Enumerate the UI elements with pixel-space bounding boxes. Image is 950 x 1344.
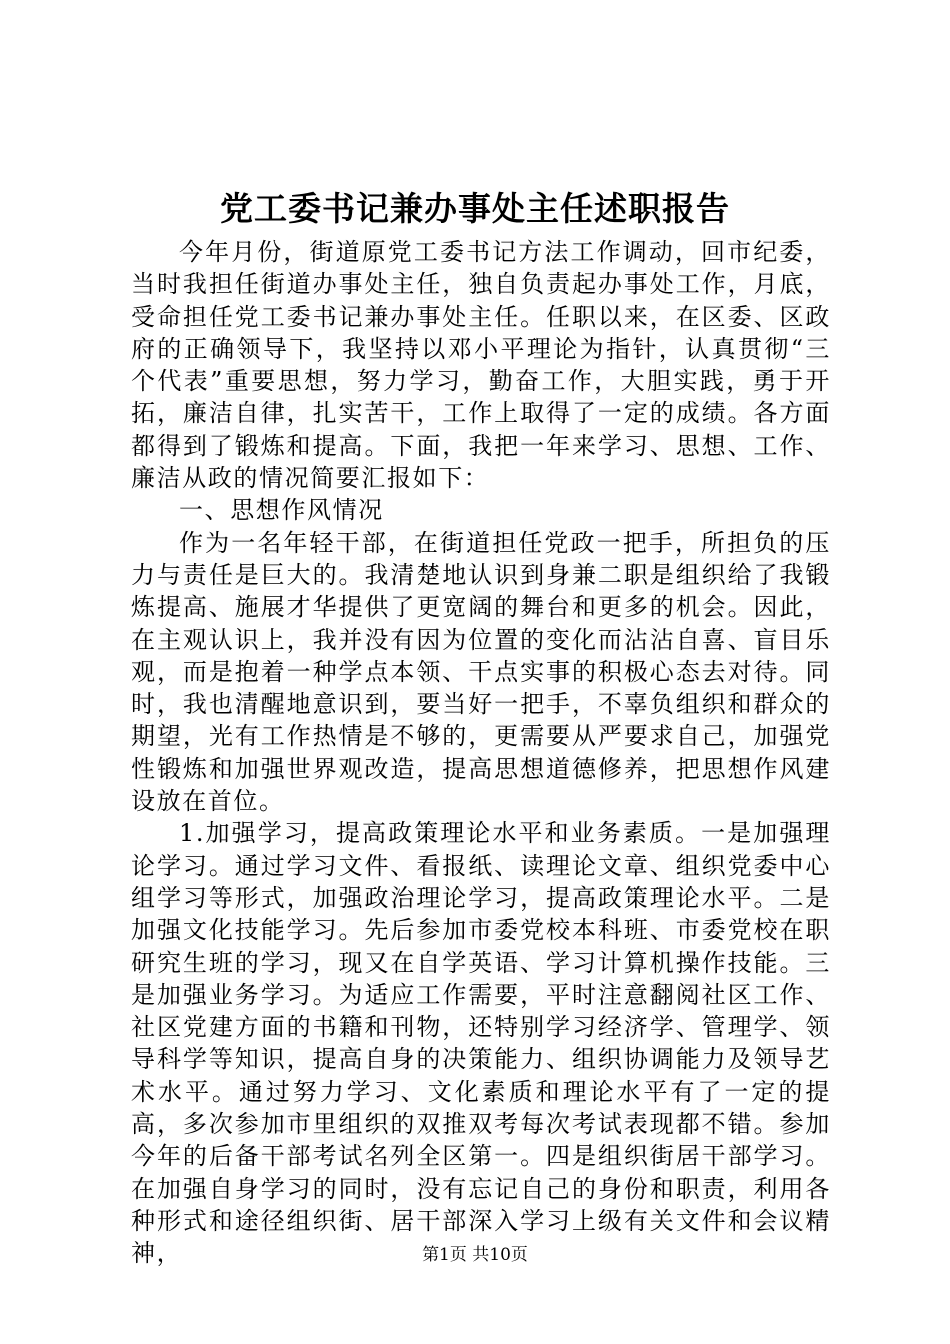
document-title: 党工委书记兼办事处主任述职报告 (220, 189, 730, 228)
intro-paragraph: 今年月份，街道原党工委书记方法工作调动，回市纪委，当时我担任街道办事处主任，独自负责起办事处工作，月底，受命担任党工委书记兼办事处主任。任职以来，在区委、区政府的正确领导下，我坚持以邓小平理论为指针，认真贯彻“三个代表”重要思想，努力学习，勤奋工作，大胆实践，勇于开拓，廉洁自律，扎实苦干，工作上取得了一定的成绩。各方面都得到了锻炼和提高。下面，我把一年来学习、思想、工作、廉洁从政的情况简要汇报如下： (131, 238, 831, 493)
body-paragraph: 作为一名年轻干部，在街道担任党政一把手，所担负的压力与责任是巨大的。我清楚地认识到身兼二职是组织给了我锻炼提高、施展才华提供了更宽阔的舞台和更多的机会。因此，在主观认识上，我并没有因为位置的变化而沾沾自喜、盲目乐观，而是抱着一种学点本领、干点实事的积极心态去对待。同时，我也清醒地意识到，要当好一把手，不辜负组织和群众的期望，光有工作热情是不够的，更需要从严要求自己，加强党性锻炼和加强世界观改造，提高思想道德修养，把思想作风建设放在首位。 (131, 528, 831, 816)
body-paragraph: 1.加强学习，提高政策理论水平和业务素质。一是加强理论学习。通过学习文件、看报纸、读理论文章、组织党委中心组学习等形式，加强政治理论学习，提高政策理论水平。二是加强文化技能学习。先后参加市委党校本科班、市委党校在职研究生班的学习，现又在自学英语、学习计算机操作技能。三是加强业务学习。为适应工作需要，平时注意翻阅社区工作、社区党建方面的书籍和刊物，还特别学习经济学、管理学、领导科学等知识，提高自身的决策能力、组织协调能力及领导艺术水平。通过努力学习、文化素质和理论水平有了一定的提高，多次参加市里组织的双推双考每次考试表现都不错。参加今年的后备干部考试名列全区第一。四是组织街居干部学习。在加强自身学习的同时，没有忘记自己的身份和职责，利用各种形式和途径组织街、居干部深入学习上级有关文件和会议精神， (131, 819, 831, 1268)
page-footer: 第1页 共10页 (422, 1245, 528, 1265)
document-body (131, 236, 831, 1270)
section-heading: 一、思想作风情况 (179, 496, 384, 525)
